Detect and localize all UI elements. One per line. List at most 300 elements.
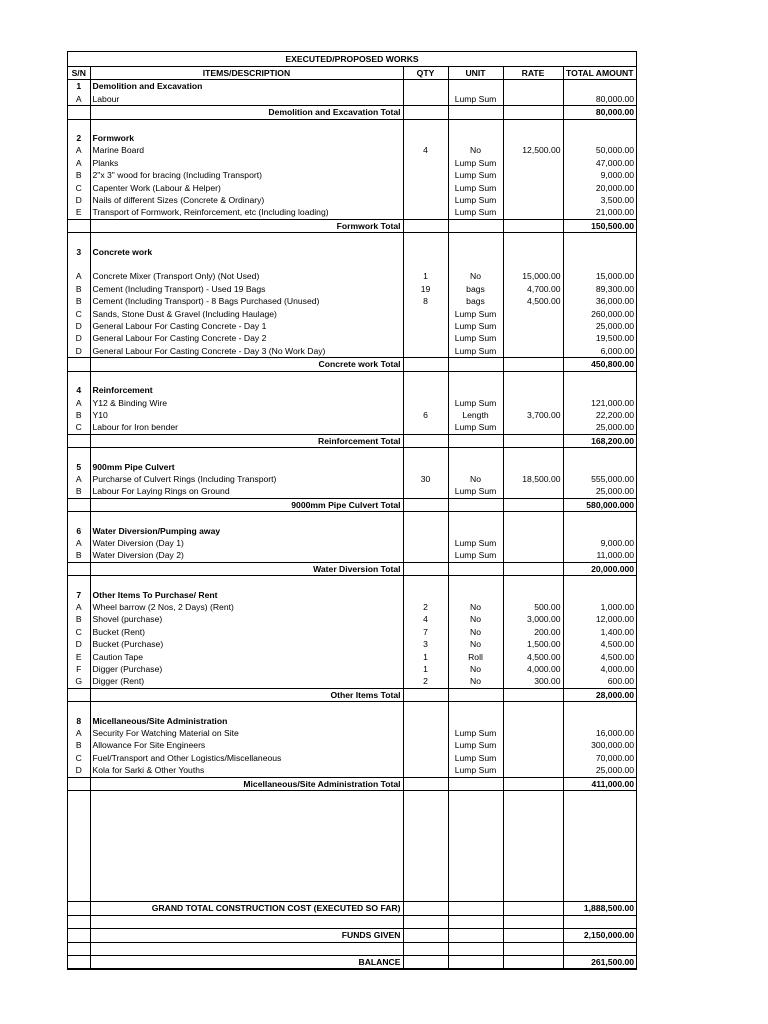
item-unit: No: [448, 675, 503, 688]
empty-cell: [503, 246, 563, 258]
item-qty: [403, 320, 448, 332]
item-rate: [503, 182, 563, 194]
item-description: Cement (Including Transport) - 8 Bags Purchased (Unused): [90, 295, 403, 307]
item-amount: 300,000.00: [563, 739, 636, 751]
empty-cell: [68, 702, 90, 715]
section-total-amount: 150,500.00: [563, 219, 636, 232]
empty-cell: [503, 498, 563, 511]
item-row: [68, 675, 636, 688]
empty-cell: [90, 119, 403, 132]
item-qty: [403, 93, 448, 106]
empty-cell: [68, 902, 90, 915]
empty-cell: [503, 902, 563, 915]
empty-cell: [403, 589, 448, 601]
item-row: [68, 332, 636, 344]
section-heading: 900mm Pipe Culvert: [90, 461, 403, 473]
item-rate: 3,700.00: [503, 409, 563, 421]
item-description: Labour For Laying Rings on Ground: [90, 485, 403, 498]
item-qty: [403, 739, 448, 751]
item-qty: [403, 421, 448, 434]
empty-cell: [563, 915, 636, 928]
empty-cell: [563, 233, 636, 246]
item-unit: Lump Sum: [448, 308, 503, 320]
item-unit: No: [448, 144, 503, 156]
empty-cell: [448, 358, 503, 371]
item-amount: 20,000.00: [563, 182, 636, 194]
empty-cell: [563, 715, 636, 727]
item-unit: Lump Sum: [448, 320, 503, 332]
empty-cell: [90, 942, 403, 955]
empty-cell: [68, 106, 90, 119]
empty-cell: [403, 902, 448, 915]
item-row: [68, 421, 636, 434]
empty-cell: [563, 589, 636, 601]
item-sn: C: [75, 308, 82, 319]
item-description: General Labour For Casting Concrete - Day 2: [90, 332, 403, 344]
blank-row: [68, 258, 636, 270]
empty-cell: [403, 525, 448, 537]
empty-cell: [448, 702, 503, 715]
empty-cell: [403, 246, 448, 258]
blank-row: [68, 233, 636, 246]
empty-cell: [403, 371, 448, 384]
empty-cell: [448, 525, 503, 537]
empty-cell: [403, 576, 448, 589]
item-unit: Lump Sum: [448, 93, 503, 106]
empty-cell: [448, 258, 503, 270]
item-unit: Lump Sum: [448, 727, 503, 739]
empty-cell: [90, 803, 403, 902]
header-qty: QTY: [403, 67, 448, 80]
item-description: Security For Watching Material on Site: [90, 727, 403, 739]
empty-cell: [503, 956, 563, 969]
section-total-label: Concrete work Total: [90, 358, 403, 371]
empty-cell: [90, 258, 403, 270]
item-row: [68, 663, 636, 675]
item-unit: Lump Sum: [448, 397, 503, 409]
item-sn: F: [76, 663, 82, 674]
item-rate: 4,000.00: [503, 663, 563, 675]
item-qty: [403, 332, 448, 344]
empty-cell: [503, 384, 563, 396]
section-heading: Reinforcement: [90, 384, 403, 396]
empty-cell: [448, 119, 503, 132]
item-qty: 6: [403, 409, 448, 421]
item-sn: A: [75, 157, 82, 168]
item-amount: 1,400.00: [563, 626, 636, 638]
empty-cell: [448, 562, 503, 575]
item-qty: 4: [403, 613, 448, 625]
item-rate: 18,500.00: [503, 473, 563, 485]
item-row: [68, 397, 636, 409]
empty-cell: [448, 956, 503, 969]
empty-cell: [403, 715, 448, 727]
item-qty: 2: [403, 675, 448, 688]
item-qty: [403, 182, 448, 194]
empty-cell: [503, 702, 563, 715]
funds-given-amount: 2,150,000.00: [563, 929, 636, 942]
empty-cell: [448, 461, 503, 473]
empty-cell: [403, 448, 448, 461]
section-total-amount: 580,000.000: [563, 498, 636, 511]
empty-cell: [90, 915, 403, 928]
empty-cell: [503, 576, 563, 589]
item-amount: 3,500.00: [563, 194, 636, 206]
item-qty: [403, 345, 448, 358]
item-description: Labour: [90, 93, 403, 106]
empty-cell: [90, 702, 403, 715]
section-total-amount: 80,000.00: [563, 106, 636, 119]
empty-cell: [563, 576, 636, 589]
item-amount: 121,000.00: [563, 397, 636, 409]
item-qty: [403, 485, 448, 498]
item-rate: [503, 169, 563, 181]
empty-cell: [403, 702, 448, 715]
item-sn: D: [75, 765, 82, 776]
empty-cell: [563, 371, 636, 384]
item-row: [68, 182, 636, 194]
empty-cell: [403, 233, 448, 246]
empty-cell: [90, 233, 403, 246]
item-sn: G: [75, 676, 83, 687]
item-description: 2"x 3" wood for bracing (Including Transport): [90, 169, 403, 181]
empty-cell: [448, 915, 503, 928]
empty-cell: [403, 384, 448, 396]
item-rate: [503, 549, 563, 562]
item-unit: Lump Sum: [448, 169, 503, 181]
item-qty: 2: [403, 601, 448, 613]
empty-cell: [403, 512, 448, 525]
item-sn: B: [75, 283, 82, 294]
item-rate: 4,500.00: [503, 651, 563, 663]
item-sn: D: [75, 321, 82, 332]
item-amount: 25,000.00: [563, 764, 636, 777]
item-amount: 555,000.00: [563, 473, 636, 485]
item-rate: 300.00: [503, 675, 563, 688]
item-rate: [503, 485, 563, 498]
item-qty: 1: [403, 663, 448, 675]
item-rate: [503, 206, 563, 219]
item-rate: 1,500.00: [503, 638, 563, 650]
section-number: 6: [76, 525, 82, 536]
item-qty: [403, 194, 448, 206]
blank-row: [68, 448, 636, 461]
empty-cell: [68, 358, 90, 371]
section-total-row: [68, 219, 636, 232]
header-sn: S/N: [68, 67, 90, 80]
empty-cell: [403, 258, 448, 270]
empty-cell: [448, 929, 503, 942]
item-row: [68, 283, 636, 295]
section-total-amount: 450,800.00: [563, 358, 636, 371]
item-row: [68, 651, 636, 663]
spacer-row: [68, 803, 636, 902]
empty-cell: [563, 702, 636, 715]
item-qty: 8: [403, 295, 448, 307]
empty-cell: [503, 448, 563, 461]
section-number: 4: [76, 385, 82, 396]
item-row: [68, 739, 636, 751]
item-row: [68, 206, 636, 219]
section-total-row: [68, 434, 636, 447]
item-unit: Lump Sum: [448, 194, 503, 206]
item-unit: Lump Sum: [448, 752, 503, 764]
item-row: [68, 409, 636, 421]
item-amount: 89,300.00: [563, 283, 636, 295]
empty-cell: [68, 233, 90, 246]
item-row: [68, 308, 636, 320]
empty-cell: [403, 498, 448, 511]
item-description: Marine Board: [90, 144, 403, 156]
item-row: [68, 157, 636, 169]
empty-cell: [448, 902, 503, 915]
empty-cell: [503, 132, 563, 144]
empty-cell: [68, 119, 90, 132]
empty-cell: [503, 358, 563, 371]
item-sn: A: [75, 728, 82, 738]
section-total-row: [68, 562, 636, 575]
item-rate: [503, 194, 563, 206]
section-total-label: 9000mm Pipe Culvert Total: [90, 498, 403, 511]
empty-cell: [90, 512, 403, 525]
item-sn: D: [75, 345, 82, 356]
header-description: ITEMS/DESCRIPTION: [90, 67, 403, 80]
item-sn: B: [75, 170, 82, 181]
item-description: Nails of different Sizes (Concrete & Ordinary): [90, 194, 403, 206]
item-row: [68, 169, 636, 181]
item-amount: 12,000.00: [563, 613, 636, 625]
section-heading: Demolition and Excavation: [90, 80, 403, 93]
item-unit: No: [448, 626, 503, 638]
empty-cell: [503, 461, 563, 473]
item-row: [68, 727, 636, 739]
empty-cell: [68, 434, 90, 447]
empty-cell: [68, 929, 90, 942]
item-rate: [503, 308, 563, 320]
item-qty: 1: [403, 270, 448, 282]
empty-cell: [563, 246, 636, 258]
funds-given-label: FUNDS GIVEN: [90, 929, 403, 942]
empty-cell: [563, 448, 636, 461]
item-unit: Lump Sum: [448, 739, 503, 751]
empty-cell: [503, 106, 563, 119]
section-heading: Other Items To Purchase/ Rent: [90, 589, 403, 601]
empty-cell: [68, 219, 90, 232]
item-qty: [403, 537, 448, 549]
item-amount: 25,000.00: [563, 320, 636, 332]
section-total-row: [68, 777, 636, 790]
empty-cell: [503, 434, 563, 447]
item-sn: B: [75, 486, 82, 497]
item-description: Water Diversion (Day 2): [90, 549, 403, 562]
item-unit: Lump Sum: [448, 485, 503, 498]
item-rate: 500.00: [503, 601, 563, 613]
item-sn: A: [75, 93, 82, 104]
item-rate: 12,500.00: [503, 144, 563, 156]
item-unit: Lump Sum: [448, 549, 503, 562]
grand-total-amount: 1,888,500.00: [563, 902, 636, 915]
item-row: [68, 549, 636, 562]
empty-cell: [403, 219, 448, 232]
empty-cell: [68, 777, 90, 790]
blank-row: [68, 119, 636, 132]
item-amount: 4,000.00: [563, 663, 636, 675]
empty-cell: [503, 371, 563, 384]
section-total-row: [68, 358, 636, 371]
item-amount: 260,000.00: [563, 308, 636, 320]
empty-cell: [448, 791, 503, 804]
empty-cell: [68, 258, 90, 270]
item-amount: 15,000.00: [563, 270, 636, 282]
item-rate: [503, 739, 563, 751]
item-amount: 70,000.00: [563, 752, 636, 764]
item-amount: 25,000.00: [563, 485, 636, 498]
item-amount: 9,000.00: [563, 537, 636, 549]
item-unit: Lump Sum: [448, 345, 503, 358]
item-row: [68, 626, 636, 638]
item-sn: B: [75, 409, 82, 420]
empty-cell: [503, 589, 563, 601]
item-description: Labour for Iron bender: [90, 421, 403, 434]
item-description: Wheel barrow (2 Nos, 2 Days) (Rent): [90, 601, 403, 613]
item-description: General Labour For Casting Concrete - Day 1: [90, 320, 403, 332]
empty-cell: [403, 461, 448, 473]
empty-cell: [563, 942, 636, 955]
empty-cell: [403, 688, 448, 701]
empty-cell: [448, 715, 503, 727]
empty-cell: [68, 371, 90, 384]
empty-cell: [68, 512, 90, 525]
item-amount: 4,500.00: [563, 638, 636, 650]
item-row: [68, 601, 636, 613]
section-number: 5: [76, 461, 82, 472]
item-row: [68, 485, 636, 498]
item-unit: Lump Sum: [448, 182, 503, 194]
item-amount: 22,200.00: [563, 409, 636, 421]
item-row: [68, 270, 636, 282]
item-row: [68, 93, 636, 106]
item-unit: Lump Sum: [448, 421, 503, 434]
item-unit: No: [448, 663, 503, 675]
item-rate: 4,700.00: [503, 283, 563, 295]
funds-given: [68, 929, 636, 942]
item-unit: Length: [448, 409, 503, 421]
empty-cell: [68, 576, 90, 589]
empty-cell: [403, 929, 448, 942]
empty-cell: [503, 512, 563, 525]
empty-cell: [503, 688, 563, 701]
item-description: Transport of Formwork, Reinforcement, etc (Including loading): [90, 206, 403, 219]
item-rate: 200.00: [503, 626, 563, 638]
item-unit: No: [448, 601, 503, 613]
item-unit: Lump Sum: [448, 206, 503, 219]
item-rate: [503, 397, 563, 409]
item-row: [68, 613, 636, 625]
item-qty: [403, 764, 448, 777]
header-rate: RATE: [503, 67, 563, 80]
section-heading-row: [68, 132, 636, 144]
item-amount: 25,000.00: [563, 421, 636, 434]
item-qty: 3: [403, 638, 448, 650]
item-unit: No: [448, 638, 503, 650]
item-row: [68, 144, 636, 156]
empty-cell: [403, 358, 448, 371]
item-unit: No: [448, 270, 503, 282]
empty-cell: [448, 219, 503, 232]
item-rate: [503, 752, 563, 764]
item-sn: D: [75, 639, 82, 650]
blank-row: [68, 942, 636, 955]
item-rate: [503, 421, 563, 434]
empty-cell: [403, 80, 448, 93]
empty-cell: [448, 942, 503, 955]
item-sn: E: [75, 207, 82, 218]
item-sn: D: [75, 333, 82, 344]
item-sn: A: [75, 537, 82, 548]
empty-cell: [448, 589, 503, 601]
empty-cell: [503, 777, 563, 790]
empty-cell: [503, 942, 563, 955]
item-description: Kola for Sarki & Other Youths: [90, 764, 403, 777]
section-total-label: Micellaneous/Site Administration Total: [90, 777, 403, 790]
item-description: Water Diversion (Day 1): [90, 537, 403, 549]
header-total-amount: TOTAL AMOUNT: [563, 67, 636, 80]
empty-cell: [68, 562, 90, 575]
empty-cell: [563, 512, 636, 525]
item-sn: A: [75, 473, 82, 484]
empty-cell: [563, 791, 636, 804]
item-qty: [403, 549, 448, 562]
item-unit: Lump Sum: [448, 537, 503, 549]
section-total-label: Formwork Total: [90, 219, 403, 232]
item-sn: C: [75, 752, 82, 763]
item-amount: 4,500.00: [563, 651, 636, 663]
item-sn: C: [75, 422, 82, 433]
empty-cell: [448, 80, 503, 93]
item-unit: bags: [448, 283, 503, 295]
item-sn: A: [75, 601, 82, 612]
empty-cell: [448, 803, 503, 902]
item-description: Sands, Stone Dust & Gravel (Including Haulage): [90, 308, 403, 320]
item-description: Capenter Work (Labour & Helper): [90, 182, 403, 194]
header-unit: UNIT: [448, 67, 503, 80]
item-description: Allowance For Site Engineers: [90, 739, 403, 751]
item-rate: [503, 764, 563, 777]
empty-cell: [503, 915, 563, 928]
empty-cell: [563, 132, 636, 144]
item-amount: 80,000.00: [563, 93, 636, 106]
item-sn: C: [75, 182, 82, 193]
item-qty: [403, 157, 448, 169]
item-description: Cement (Including Transport) - Used 19 Bags: [90, 283, 403, 295]
empty-cell: [448, 132, 503, 144]
section-number: 1: [76, 81, 82, 92]
item-qty: [403, 397, 448, 409]
empty-cell: [90, 448, 403, 461]
empty-cell: [448, 384, 503, 396]
item-description: Bucket (Purchase): [90, 638, 403, 650]
empty-cell: [503, 80, 563, 93]
empty-cell: [563, 80, 636, 93]
empty-cell: [563, 258, 636, 270]
item-amount: 11,000.00: [563, 549, 636, 562]
section-number: 2: [76, 133, 82, 144]
item-unit: No: [448, 473, 503, 485]
empty-cell: [90, 791, 403, 804]
item-row: [68, 345, 636, 358]
empty-cell: [503, 119, 563, 132]
empty-cell: [503, 715, 563, 727]
